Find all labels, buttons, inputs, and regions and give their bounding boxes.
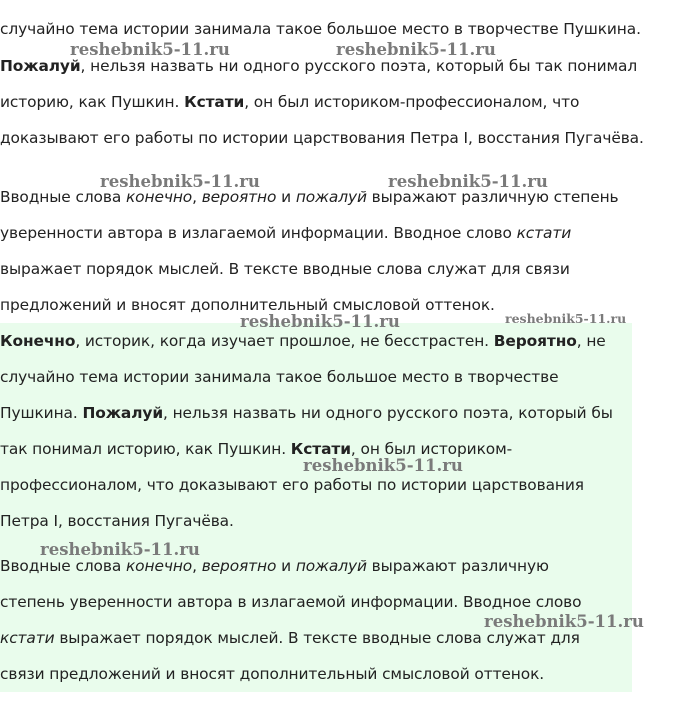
text-segment: выражает порядок мыслей. В тексте вводные слова служат для связи <box>0 260 570 278</box>
text-segment: , не <box>576 332 606 350</box>
answer-text-line <box>0 664 544 684</box>
bold-text: Пожалуй <box>0 57 81 75</box>
text-segment: Петра I, восстания Пугачёва. <box>0 512 234 530</box>
text-line <box>0 56 637 76</box>
answer-text-line <box>0 331 606 351</box>
italic-text: конечно <box>125 557 193 575</box>
text-segment: выражают различную степень <box>366 188 619 206</box>
text-segment: так понимал историю, как Пушкин. <box>0 440 291 458</box>
watermark: reshebnik5-11.ru <box>336 40 496 59</box>
watermark: reshebnik5-11.ru <box>505 311 627 326</box>
text-segment: связи предложений и вносят дополнительный смысловой оттенок. <box>0 665 545 683</box>
text-segment: уверенности автора в излагаемой информации. Вводное слово <box>0 224 517 242</box>
watermark: reshebnik5-11.ru <box>303 456 463 475</box>
text-segment: и <box>276 188 296 206</box>
answer-text-line <box>0 556 549 576</box>
text-segment: Вводные слова <box>0 188 126 206</box>
italic-text: пожалуй <box>295 188 367 206</box>
text-segment: Пушкина. <box>0 404 83 422</box>
text-segment: историю, как Пушкин. <box>0 93 185 111</box>
watermark: reshebnik5-11.ru <box>100 172 260 191</box>
answer-text-line <box>0 628 580 648</box>
text-segment: степень уверенности автора в излагаемой информации. Вводное слово <box>0 593 582 611</box>
bold-text: Кстати <box>290 440 351 458</box>
italic-text: кстати <box>0 629 55 647</box>
italic-text: кстати <box>516 224 572 242</box>
text-segment: , <box>192 557 202 575</box>
text-segment: профессионалом, что доказывают его работы по истории царствования <box>0 476 584 494</box>
italic-text: вероятно <box>201 188 277 206</box>
answer-text-line <box>0 403 613 423</box>
text-segment: , нельзя назвать ни одного русского поэта, который бы так понимал <box>80 57 638 75</box>
text-segment: случайно тема истории занимала такое большое место в творчестве Пушкина. <box>0 20 641 38</box>
answer-text-line <box>0 475 584 495</box>
text-segment: Вводные слова <box>0 557 126 575</box>
watermark: reshebnik5-11.ru <box>240 312 400 331</box>
watermark: reshebnik5-11.ru <box>388 172 548 191</box>
text-segment: и <box>276 557 296 575</box>
bold-text: Пожалуй <box>82 404 163 422</box>
text-segment: , он был историком- <box>350 440 513 458</box>
text-segment: , <box>192 188 202 206</box>
text-line <box>0 259 570 279</box>
text-segment: предложений и вносят дополнительный смысловой оттенок. <box>0 296 495 314</box>
answer-text-line <box>0 511 234 531</box>
bold-text: Вероятно <box>493 332 577 350</box>
text-segment: , нельзя назвать ни одного русского поэта, который бы <box>163 404 613 422</box>
answer-text-line <box>0 367 558 387</box>
italic-text: вероятно <box>201 557 277 575</box>
text-segment: случайно тема истории занимала такое большое место в творчестве <box>0 368 559 386</box>
text-segment: выражают различную <box>366 557 549 575</box>
text-line <box>0 92 579 112</box>
bold-text: Конечно <box>0 332 76 350</box>
watermark: reshebnik5-11.ru <box>40 540 200 559</box>
italic-text: конечно <box>125 188 193 206</box>
text-segment: , он был историком-профессионалом, что <box>244 93 580 111</box>
bold-text: Кстати <box>184 93 245 111</box>
text-line <box>0 128 644 148</box>
text-line <box>0 19 641 39</box>
answer-text-line <box>0 592 581 612</box>
watermark: reshebnik5-11.ru <box>484 612 644 631</box>
italic-text: пожалуй <box>295 557 367 575</box>
text-segment: , историк, когда изучает прошлое, не бесстрастен. <box>75 332 494 350</box>
text-segment: выражает порядок мыслей. В тексте вводные слова служат для <box>54 629 580 647</box>
watermark: reshebnik5-11.ru <box>70 40 230 59</box>
text-segment: доказывают его работы по истории царствования Петра I, восстания Пугачёва. <box>0 129 644 147</box>
text-line <box>0 223 571 243</box>
